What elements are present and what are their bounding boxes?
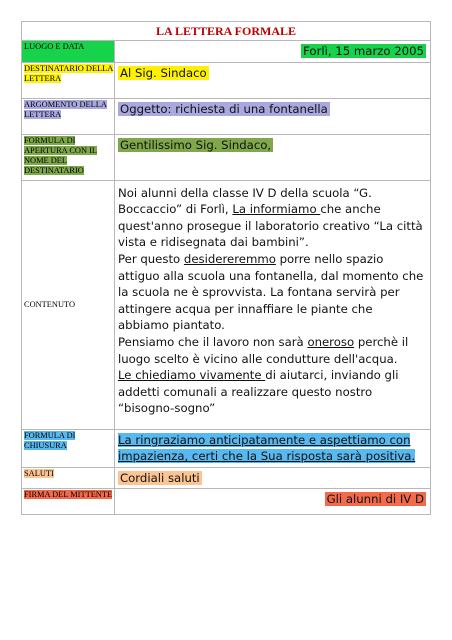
- page-title: LA LETTERA FORMALE: [22, 22, 431, 41]
- paragraph: [118, 334, 426, 367]
- label-cell: [22, 429, 115, 467]
- greetings: Cordiali saluti: [120, 470, 200, 485]
- letter-body: [115, 180, 431, 429]
- row-label: DESTINATARIO DELLA LETTERA: [24, 63, 114, 83]
- text: Per questo: [118, 251, 184, 266]
- label-cell: [22, 62, 115, 98]
- underlined-text: Le chiediamo vivamente: [118, 368, 266, 383]
- label-cell: [22, 98, 115, 134]
- underlined-text: desidereremmo: [183, 251, 276, 266]
- content-cell: [115, 98, 431, 134]
- row-label: LUOGO E DATA: [24, 42, 85, 51]
- content-cell: [115, 429, 431, 467]
- content-cell: [115, 134, 431, 180]
- opening-formula: Gentilissimo Sig. Sindaco,: [120, 137, 272, 152]
- content-cell: [115, 467, 431, 489]
- underlined-text: oneroso: [307, 334, 355, 349]
- text: perchè il luogo scelto è vicino alle condutture dell'acqua.: [118, 334, 409, 366]
- row-label: FIRMA DEL MITTENTE: [24, 490, 113, 500]
- row-label: ARGOMENTO DELLA LETTERA: [24, 99, 107, 119]
- row-label: FORMULA DI APERTURA CON IL NOME DEL DESTINATARIO: [24, 135, 98, 175]
- row-luogo: [22, 41, 431, 63]
- content-cell: [115, 41, 431, 63]
- row-label: FORMULA DI CHIUSURA: [24, 430, 76, 450]
- underlined-text: La informiamo: [232, 202, 321, 217]
- paragraph: [118, 251, 426, 334]
- row-firma: [22, 489, 431, 515]
- text: Pensiamo che il lavoro non sarà: [118, 334, 308, 349]
- row-label: SALUTI: [24, 468, 54, 478]
- row-saluti: [22, 467, 431, 489]
- row-argomento: [22, 98, 431, 134]
- place-date: Forlì, 15 marzo 2005: [303, 44, 424, 58]
- signature: Gli alunni di IV D: [326, 492, 424, 507]
- label-cell: [22, 41, 115, 63]
- row-label: CONTENUTO: [24, 300, 76, 310]
- recipient: Al Sig. Sindaco: [120, 65, 207, 80]
- paragraph: [118, 185, 426, 251]
- row-contenuto: [22, 180, 431, 429]
- subject: Oggetto: richiesta di una fontanella: [120, 101, 328, 116]
- row-chiusura: [22, 429, 431, 467]
- text: di aiutarci, inviando gli addetti comunali a realizzare questo nostro “bisogno-sogno”: [118, 368, 399, 416]
- text: porre nello spazio attiguo alla scuola una fontanella, dal momento che la scuola ne è sprovvista. La fontana servirà per attingere acqua per innaffiare le piante che abbiamo piantato.: [118, 251, 424, 333]
- label-cell: [22, 467, 115, 489]
- closing-formula: La ringraziamo anticipatamente e aspettiamo con impazienza, certi che la Sua risposta sarà positiva.: [118, 432, 416, 464]
- letter-table: [21, 21, 431, 515]
- text: Noi alunni della classe IV D della scuola “G. Boccaccio” di Forlì,: [118, 185, 372, 217]
- row-apertura: [22, 134, 431, 180]
- title-row: [22, 22, 431, 41]
- content-cell: [115, 489, 431, 515]
- paragraph: [118, 367, 426, 417]
- label-cell: [22, 134, 115, 180]
- content-cell: [115, 62, 431, 98]
- row-destinatario: [22, 62, 431, 98]
- label-cell: [22, 489, 115, 515]
- text: che anche quest'anno prosegue il laboratorio creativo “La città vista e ridisegnata dai bambini”.: [118, 202, 423, 250]
- label-cell: [22, 180, 115, 429]
